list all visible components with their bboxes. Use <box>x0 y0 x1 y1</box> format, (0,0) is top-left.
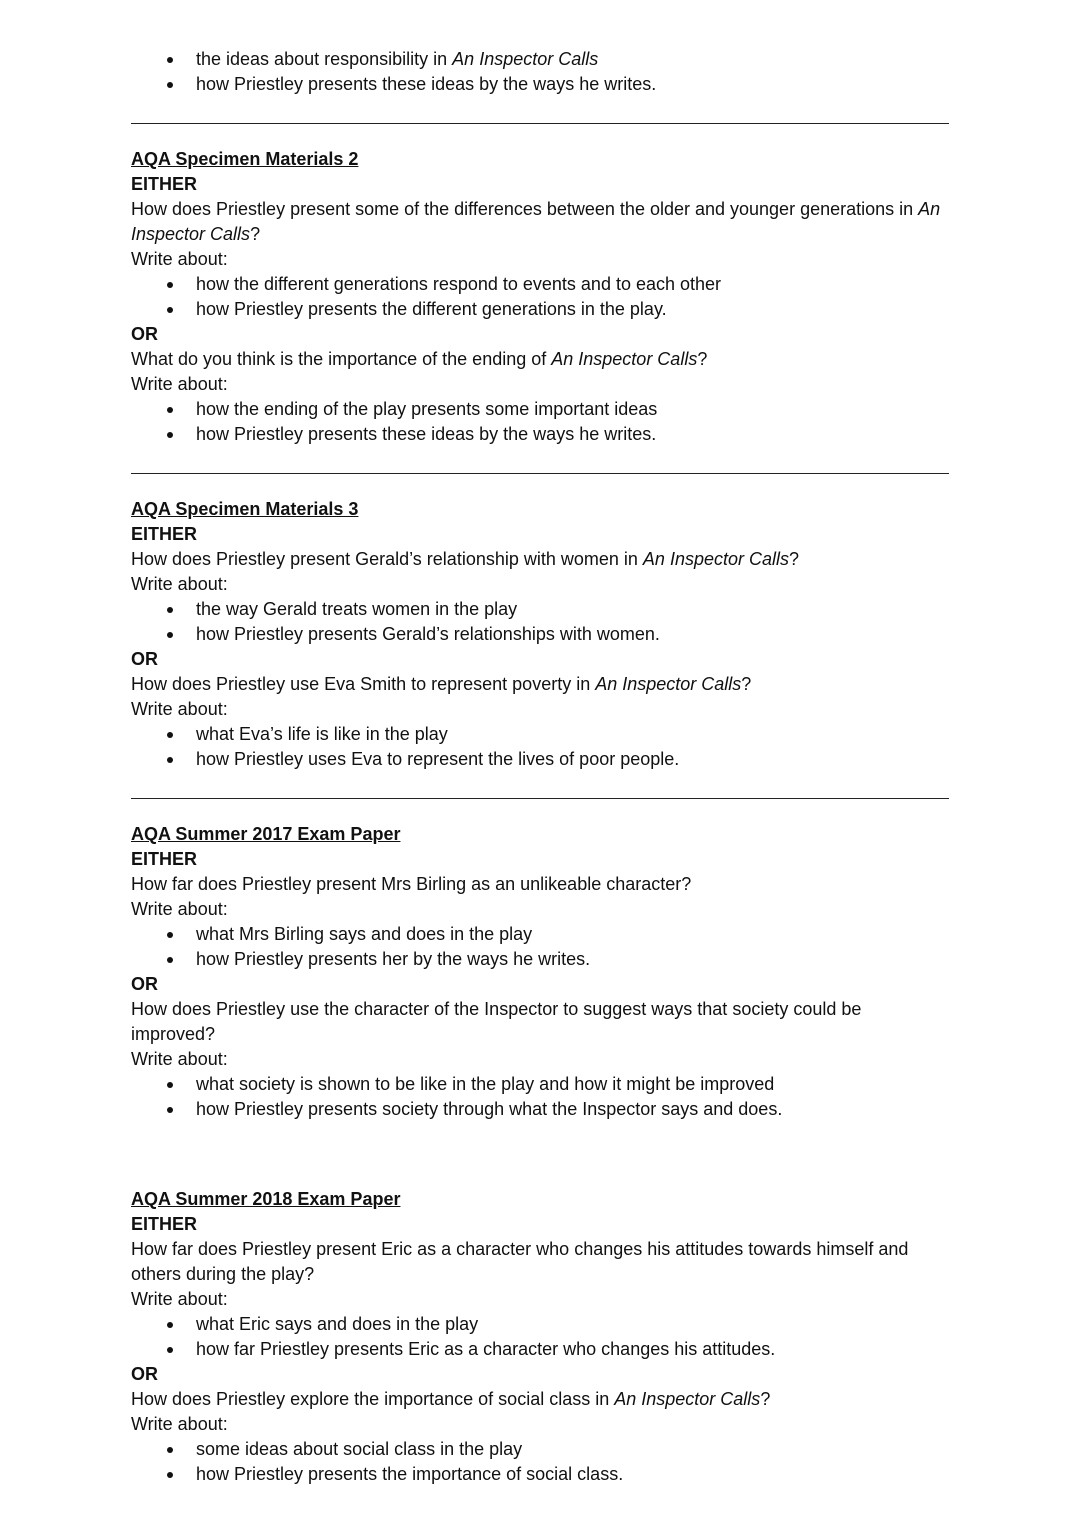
question-bullet: how the ending of the play presents some important ideas <box>131 397 949 422</box>
intro-bullet: how Priestley presents these ideas by the ways he writes. <box>131 72 949 97</box>
write-about-label: Write about: <box>131 374 228 394</box>
question-bullet: how Priestley presents the importance of social class. <box>131 1462 949 1487</box>
question-bullet-list <box>131 597 949 647</box>
question-bullet: how Priestley presents her by the ways he writes. <box>131 947 949 972</box>
question-text: How far does Priestley present Eric as a character who changes his attitudes towards himself and others during the play? <box>131 1239 909 1284</box>
question-bullet: how Priestley uses Eva to represent the lives of poor people. <box>131 747 949 772</box>
write-about-label: Write about: <box>131 1049 228 1069</box>
either-label: EITHER <box>131 849 198 869</box>
question-bullet: what Mrs Birling says and does in the play <box>131 922 949 947</box>
question-bullet: some ideas about social class in the play <box>131 1437 949 1462</box>
question-text: How far does Priestley present Mrs Birling as an unlikeable character? <box>131 874 692 894</box>
write-about-label: Write about: <box>131 899 228 919</box>
question-bullet: how Priestley presents the different generations in the play. <box>131 297 949 322</box>
document-page <box>131 47 949 1487</box>
write-about-label: Write about: <box>131 1414 228 1434</box>
question-text: What do you think is the importance of the ending of An Inspector Calls? <box>131 349 708 369</box>
or-label: OR <box>131 974 158 994</box>
question-bullet-list <box>131 1072 949 1122</box>
question-text: How does Priestley use the character of the Inspector to suggest ways that society could be improved? <box>131 999 862 1044</box>
question-bullet: how the different generations respond to events and to each other <box>131 272 949 297</box>
question-bullet-list <box>131 397 949 447</box>
either-label: EITHER <box>131 524 198 544</box>
question-text: How does Priestley present Gerald’s relationship with women in An Inspector Calls? <box>131 549 800 569</box>
question-bullet: what Eric says and does in the play <box>131 1312 949 1337</box>
question-section <box>131 147 949 447</box>
question-bullet: how Priestley presents Gerald’s relationships with women. <box>131 622 949 647</box>
section-heading: AQA Specimen Materials 2 <box>131 149 359 169</box>
write-about-label: Write about: <box>131 574 228 594</box>
question-bullet: the way Gerald treats women in the play <box>131 597 949 622</box>
section-heading: AQA Specimen Materials 3 <box>131 499 359 519</box>
section-heading: AQA Summer 2017 Exam Paper <box>131 824 401 844</box>
either-label: EITHER <box>131 1214 198 1234</box>
question-text: How does Priestley use Eva Smith to represent poverty in An Inspector Calls? <box>131 674 752 694</box>
question-bullet-list <box>131 722 949 772</box>
question-bullet: what society is shown to be like in the play and how it might be improved <box>131 1072 949 1097</box>
question-bullet: how Priestley presents society through what the Inspector says and does. <box>131 1097 949 1122</box>
question-text: How does Priestley present some of the differences between the older and younger generations in An Inspector Calls? <box>131 199 941 244</box>
question-section <box>131 822 949 1122</box>
write-about-label: Write about: <box>131 699 228 719</box>
intro-bullet: the ideas about responsibility in An Inspector Calls <box>131 47 949 72</box>
question-section <box>131 497 949 772</box>
write-about-label: Write about: <box>131 249 228 269</box>
question-text: How does Priestley explore the importance of social class in An Inspector Calls? <box>131 1389 771 1409</box>
question-bullet-list <box>131 1312 949 1362</box>
question-bullet-list <box>131 272 949 322</box>
write-about-label: Write about: <box>131 1289 228 1309</box>
question-bullet-list <box>131 1437 949 1487</box>
question-section <box>131 1187 949 1487</box>
or-label: OR <box>131 324 158 344</box>
section-heading: AQA Summer 2018 Exam Paper <box>131 1189 401 1209</box>
intro-bullet-list <box>131 47 949 97</box>
or-label: OR <box>131 1364 158 1384</box>
or-label: OR <box>131 649 158 669</box>
question-bullet: how Priestley presents these ideas by the ways he writes. <box>131 422 949 447</box>
question-bullet: what Eva’s life is like in the play <box>131 722 949 747</box>
question-bullet-list <box>131 922 949 972</box>
either-label: EITHER <box>131 174 198 194</box>
question-bullet: how far Priestley presents Eric as a character who changes his attitudes. <box>131 1337 949 1362</box>
